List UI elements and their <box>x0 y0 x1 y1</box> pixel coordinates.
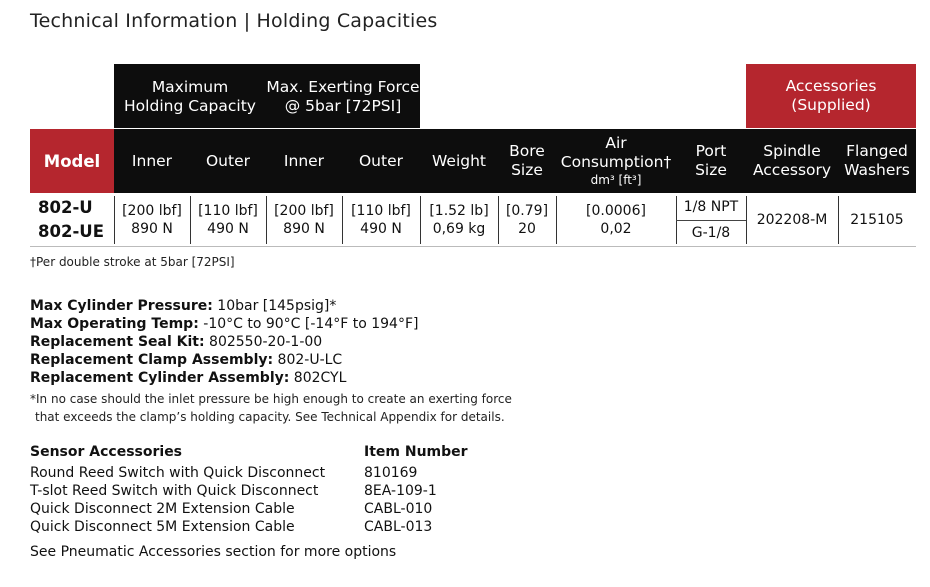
spec-value: -10°C to 90°C [-14°F to 194°F] <box>198 316 419 332</box>
item-number-heading: Item Number <box>364 444 468 460</box>
header-inner-holding: Inner <box>131 151 173 170</box>
model-802-u: 802-U <box>38 198 93 217</box>
cell-outer-exerting <box>342 200 420 240</box>
table-row <box>30 194 916 246</box>
header-max-exerting-line1: Max. Exerting Force <box>266 78 420 96</box>
grid-line <box>342 196 343 244</box>
cell-inner-exerting-lbf: [200 lbf] <box>274 203 334 219</box>
sensor-name: Quick Disconnect 2M Extension Cable <box>30 501 295 517</box>
cell-spindle-accessory: 202208-M <box>756 212 828 228</box>
cell-bore-mm: 20 <box>518 221 536 237</box>
grid-line <box>266 196 267 244</box>
header-air-line3: dm³ [ft³] <box>590 173 642 187</box>
pressure-note-line2: that exceeds the clamp’s holding capacity. See Technical Appendix for details. <box>35 410 505 424</box>
spec-label: Replacement Clamp Assembly: <box>30 352 274 368</box>
cell-outer-holding <box>190 200 266 240</box>
spec-max-cylinder-pressure <box>30 298 336 314</box>
footnote: †Per double stroke at 5bar [72PSI] <box>30 255 235 269</box>
grid-line <box>114 196 115 244</box>
header-bore-line2: Size <box>511 161 543 179</box>
cell-outer-holding-lbf: [110 lbf] <box>198 203 258 219</box>
header-max-exerting-line2: @ 5bar [72PSI] <box>284 97 402 115</box>
cell-outer-exerting-lbf: [110 lbf] <box>351 203 411 219</box>
header-washers-line1: Flanged <box>846 142 908 160</box>
sensor-accessories-heading: Sensor Accessories <box>30 444 183 460</box>
cell-inner-holding-lbf: [200 lbf] <box>122 203 182 219</box>
header-air-line2: Consumption† <box>560 153 672 171</box>
spec-replacement-clamp-assembly <box>30 352 342 368</box>
header-max-holding-line2: Holding Capacity <box>124 97 256 115</box>
cell-outer-exerting-n: 490 N <box>360 221 402 237</box>
header-outer-exerting: Outer <box>358 151 403 170</box>
header-port-line2: Size <box>695 161 727 179</box>
header-max-exerting-force <box>266 76 420 118</box>
grid-line <box>556 196 557 244</box>
cell-inner-exerting-n: 890 N <box>283 221 325 237</box>
sensor-name: T-slot Reed Switch with Quick Disconnect <box>30 483 319 499</box>
grid-line <box>498 196 499 244</box>
cell-weight-kg: 0,69 kg <box>432 221 486 237</box>
header-model <box>30 129 114 193</box>
grid-line <box>420 196 421 244</box>
sensor-item-number: 8EA-109-1 <box>364 483 437 499</box>
sensor-item-number: CABL-010 <box>364 501 433 517</box>
spec-label: Max Cylinder Pressure: <box>30 298 213 314</box>
sensor-item-number: CABL-013 <box>364 519 433 535</box>
cell-weight <box>420 200 498 240</box>
spec-value: 10bar [145psig]* <box>212 298 337 314</box>
cell-flanged-washers: 215105 <box>850 212 904 228</box>
cell-bore-in: [0.79] <box>505 203 549 219</box>
header-spindle-line2: Accessory <box>752 161 832 179</box>
header-bore-size <box>498 129 556 193</box>
header-air-consumption <box>556 129 676 193</box>
cell-weight-lb: [1.52 lb] <box>429 203 489 219</box>
header-accessories <box>746 64 916 128</box>
pressure-note-line1: *In no case should the inlet pressure be high enough to create an exerting force <box>30 392 512 406</box>
cell-inner-holding-n: 890 N <box>131 221 173 237</box>
header-model-label: Model <box>43 151 101 171</box>
spec-replacement-seal-kit <box>30 334 322 350</box>
cell-outer-holding-n: 490 N <box>207 221 249 237</box>
header-spindle-line1: Spindle <box>763 142 821 160</box>
header-washers-line2: Washers <box>844 161 910 179</box>
header-port-line1: Port <box>695 142 727 160</box>
header-air-line1: Air <box>605 134 627 152</box>
grid-line <box>838 196 839 244</box>
header-spindle-accessory <box>746 129 838 193</box>
header-weight: Weight <box>431 151 486 170</box>
sensor-item-number: 810169 <box>364 465 418 481</box>
cell-air-consumption <box>556 200 676 240</box>
sensor-name: Quick Disconnect 5M Extension Cable <box>30 519 295 535</box>
sensor-name: Round Reed Switch with Quick Disconnect <box>30 465 326 481</box>
spec-value: 802CYL <box>289 370 347 386</box>
header-bore-line1: Bore <box>509 142 545 160</box>
header-outer-holding: Outer <box>205 151 250 170</box>
header-inner-exerting: Inner <box>283 151 325 170</box>
table-bottom-line <box>30 246 916 247</box>
grid-line <box>746 196 747 244</box>
port-divider-line <box>676 220 746 221</box>
spec-label: Replacement Seal Kit: <box>30 334 205 350</box>
header-accessories-line2: (Supplied) <box>791 96 871 114</box>
spec-value: 802550-20-1-00 <box>204 334 323 350</box>
cell-inner-holding <box>114 200 190 240</box>
see-more-note: See Pneumatic Accessories section for more options <box>30 544 397 560</box>
grid-line <box>190 196 191 244</box>
model-802-ue: 802-UE <box>38 222 104 241</box>
spec-value: 802-U-LC <box>273 352 343 368</box>
cell-air-ft3: [0.0006] <box>586 203 646 219</box>
cell-inner-exerting <box>266 200 342 240</box>
cell-air-dm3: 0,02 <box>600 221 632 237</box>
spec-max-operating-temp <box>30 316 418 332</box>
cell-bore-size <box>498 200 556 240</box>
header-port-size <box>676 129 746 193</box>
header-max-holding-capacity <box>114 76 266 118</box>
cell-port-g: G-1/8 <box>691 225 731 241</box>
cell-port-npt: 1/8 NPT <box>683 199 739 215</box>
spec-label: Max Operating Temp: <box>30 316 199 332</box>
spec-replacement-cylinder-assembly <box>30 370 346 386</box>
spec-label: Replacement Cylinder Assembly: <box>30 370 290 386</box>
page-title: Technical Information | Holding Capacities <box>30 10 438 32</box>
header-max-holding-line1: Maximum <box>151 78 229 96</box>
header-accessories-line1: Accessories <box>785 77 877 95</box>
header-flanged-washers <box>838 129 916 193</box>
